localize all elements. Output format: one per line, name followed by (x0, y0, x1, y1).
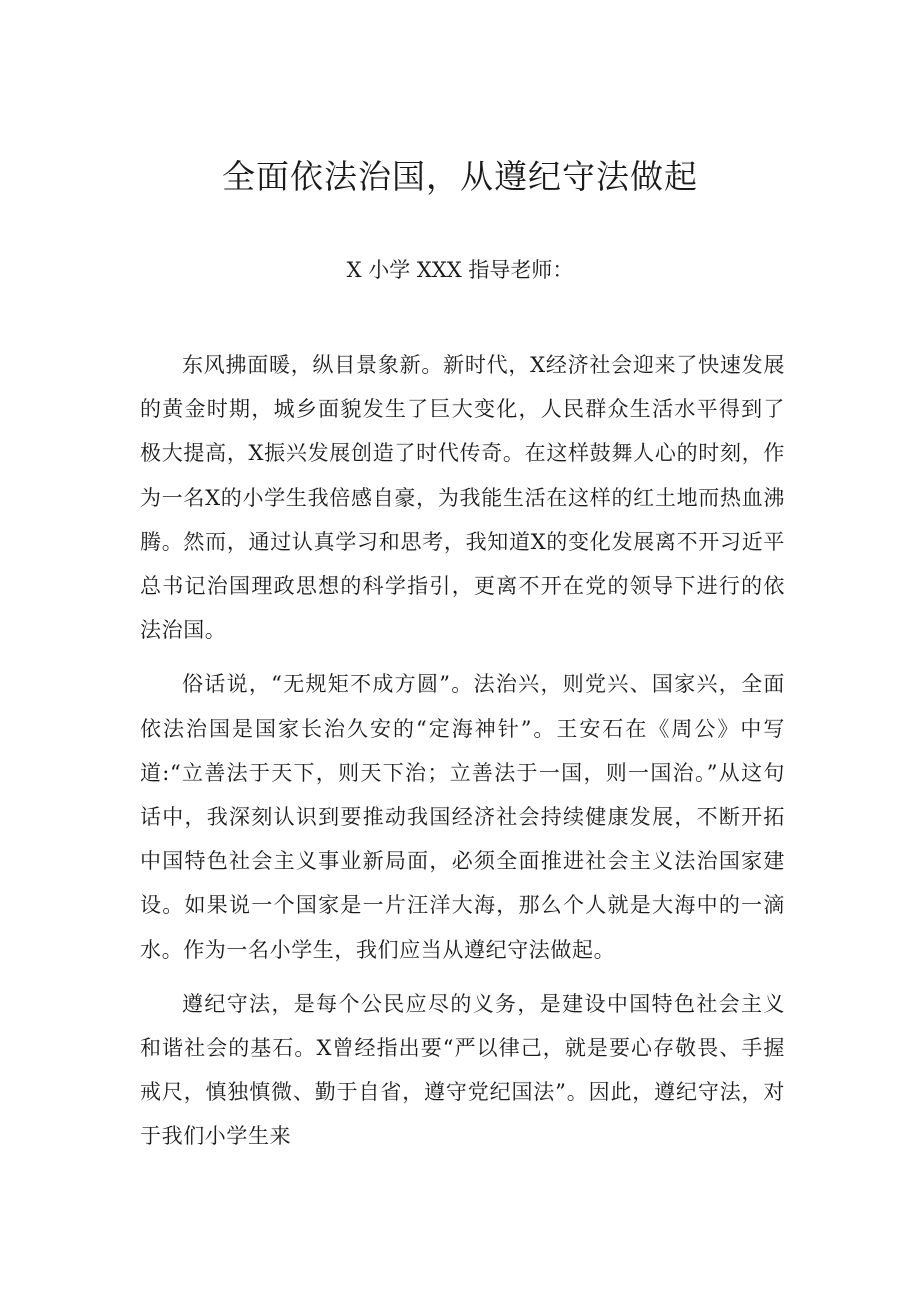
document-body (140, 343, 785, 1169)
document-title: 全面依法治国，从遵纪守法做起 (222, 157, 698, 196)
paragraph-2: 俗话说，“无规矩不成方圆”。法治兴，则党兴、国家兴，全面依法治国是国家长治久安的“定海神针”。王安石在《周公》中写道:“立善法于天下，则天下治；立善法于一国，则一国治。”从这句话中，我深刻认识到要推动我国经济社会持续健康发展，不断开拓中国特色社会主义事业新局面，必须全面推进社会主义法治国家建设。如果说一个国家是一片汪洋大海，那么个人就是大海中的一滴水。作为一名小学生，我们应当从遵纪守法做起。 (140, 672, 785, 962)
document-byline: X 小学 XXX 指导老师： (346, 258, 574, 282)
paragraph-1: 东风拂面暖，纵目景象新。新时代，X经济社会迎来了快速发展的黄金时期，城乡面貌发生了巨大变化，人民群众生活水平得到了极大提高，X振兴发展创造了时代传奇。在这样鼓舞人心的时刻，作为一名X的小学生我倍感自豪，为我能生活在这样的红土地而热血沸腾。然而，通过认真学习和思考，我知道X的变化发展离不开习近平总书记治国理政思想的科学指引，更离不开在党的领导下进行的依法治国。 (140, 353, 785, 643)
paragraph-3: 遵纪守法，是每个公民应尽的义务，是建设中国特色社会主义和谐社会的基石。X曾经指出要“严以律己，就是要心存敬畏、手握戒尺，慎独慎微、勤于自省，遵守党纪国法”。因此，遵纪守法，对于我们小学生来 (140, 991, 785, 1149)
